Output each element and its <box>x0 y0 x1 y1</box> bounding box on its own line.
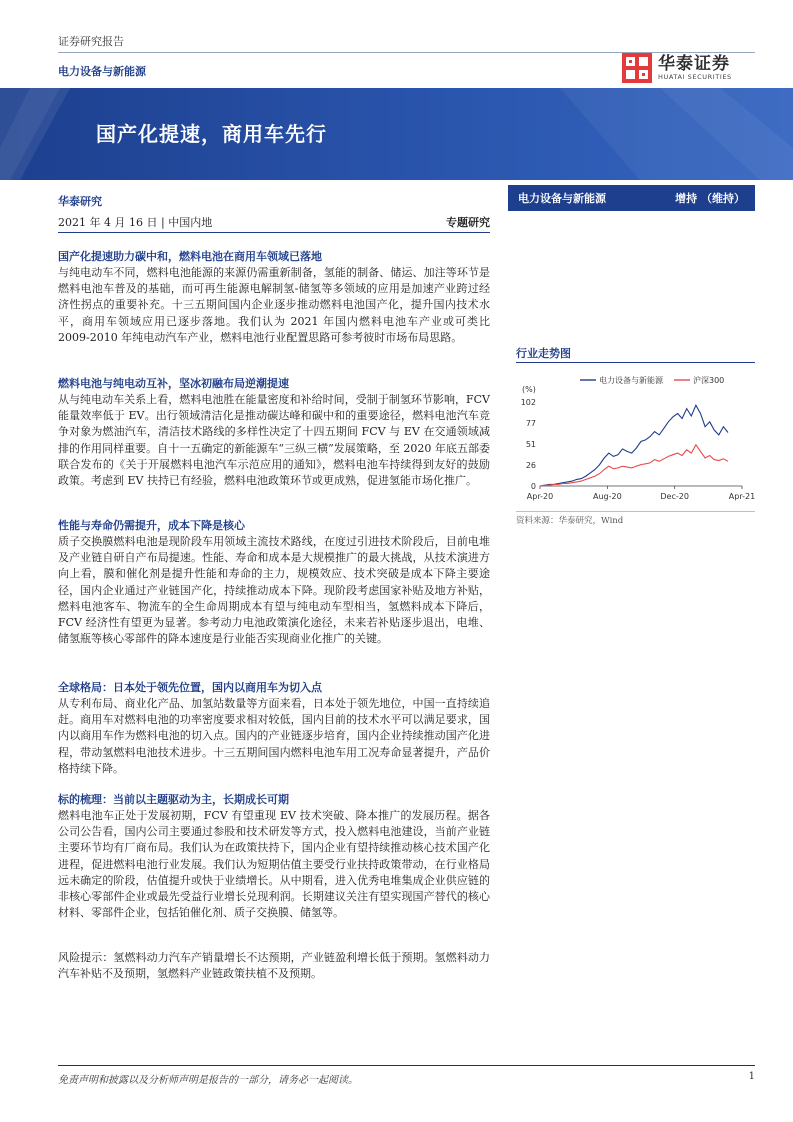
section-heading: 性能与寿命仍需提升，成本下降是核心 <box>58 519 245 532</box>
date-divider <box>58 232 490 233</box>
research-label: 华泰研究 <box>58 195 102 208</box>
section-2 <box>58 376 490 489</box>
section-body: 从专利布局、商业化产品、加氢站数量等方面来看，日本处于领先地位，中国一直持续追赶。商用车对燃料电池的功率密度要求相对较低，国内目前的技术水平可以满足要求，国内以商用车作为燃料电池的切入点。国内的产业链逐步培育，国内企业持续推动国产化进程，带动氢燃料电池技术进步。十三五期间国内燃料电池车用工况寿命显著提升，产品价格持续下降。 <box>58 697 490 775</box>
trend-divider <box>516 362 755 363</box>
source-divider <box>516 511 755 512</box>
y-tick-label: 26 <box>525 461 536 470</box>
logo-chinese-name: 华泰证券 <box>658 54 730 74</box>
section-4 <box>58 680 490 777</box>
page-number: 1 <box>748 1071 755 1082</box>
section-heading: 燃料电池与纯电动互补，坚冰初融布局逆潮提速 <box>58 377 289 390</box>
x-tick-label: Aug-20 <box>592 492 622 501</box>
trend-chart-svg <box>516 368 755 508</box>
document-type-label: 证券研究报告 <box>58 35 124 48</box>
x-tick-label: Dec-20 <box>660 492 689 501</box>
section-1 <box>58 249 490 346</box>
report-title: 国产化提速，商用车先行 <box>96 122 327 146</box>
rating-box <box>508 185 755 211</box>
report-region: 中国内地 <box>168 216 213 229</box>
legend-label: 沪深300 <box>693 376 725 385</box>
disclaimer-note: 免责声明和披露以及分析师声明是报告的一部分，请务必一起阅读。 <box>58 1075 358 1086</box>
huatai-logo <box>622 51 757 85</box>
y-tick-label: 77 <box>525 419 536 428</box>
section-body: 质子交换膜燃料电池是现阶段车用领域主流技术路线，在度过引进技术阶段后，目前电堆及产业链自研自产布局提速。性能、寿命和成本是大规模推广的最大挑战，从技术演进方向上看，膜和催化剂是提升性能和寿命的主力，规模效应、技术突破是成本下降主要途径，国内企业通过产业链国产化，持续推动成本下降。现阶段考虑国家补贴及地方补贴，燃料电池客车、物流车的全生命周期成本有望与纯电动车型相当，氢燃料成本下降后，FCV 经济性有望更为显著。参考动力电池政策演化途径，未来若补贴逐步退出，电堆、储氢瓶等核心零部件的降本速度是行业能否实现商业化推广的关键。 <box>58 535 490 646</box>
rating-sector: 电力设备与新能源 <box>518 192 606 205</box>
date-separator: | <box>160 216 165 229</box>
rating-value: 增持 （维持） <box>675 192 745 205</box>
x-tick-label: Apr-20 <box>526 492 554 501</box>
report-type: 专题研究 <box>446 216 490 229</box>
section-body: 燃料电池车正处于发展初期，FCV 有望重现 EV 技术突破、降本推广的发展历程。据各公司公告看，国内公司主要通过参股和技术研发等方式，投入燃料电池建设，当前产业链主要环节均有厂商布局。我们认为在政策扶持下，国内企业有望持续推动核心技术国产化进程，促进燃料电池行业发展。我们认为短期估值主要受行业扶持政策带动，在行业格局远未确定的阶段，估值提升或快于业绩增长。从中期看，进入优秀电堆集成企业供应链的非核心零部件企业或最先受益行业增长兑现利润。长期建议关注有望实现国产替代的核心材料、零部件企业，包括铂催化剂、质子交换膜、储氢等。 <box>58 809 490 920</box>
title-banner <box>0 88 793 180</box>
logo-english-name: HUATAI SECURITIES <box>658 73 732 81</box>
chart-source: 资料来源：华泰研究，Wind <box>516 516 624 526</box>
date-line <box>58 214 212 230</box>
section-heading: 全球格局：日本处于领先位置，国内以商用车为切入点 <box>58 681 322 694</box>
series-line-sector <box>540 405 728 486</box>
footer-divider <box>58 1065 755 1066</box>
chart-axes <box>521 398 755 501</box>
chart-legend <box>580 375 724 385</box>
section-body: 与纯电动车不同，燃料电池能源的来源仍需重新制备，氢能的制备、储运、加注等环节是燃料电池车普及的基础，而可再生能源电解制氢-储氢等多领域的应用是加速产业跨过经济性拐点的重要补充。十三五期间国内企业逐步推动燃料电池国产化，提升国内技术水平，商用车领域应用已逐步落地。我们认为 2021 年国内燃料电池车产业或可类比 2009-2010 年纯电动汽车产业，燃料电池行业配置思路可参考彼时市场布局思路。 <box>58 266 490 344</box>
trend-title: 行业走势图 <box>516 347 571 360</box>
sector-label: 电力设备与新能源 <box>58 65 146 78</box>
section-5 <box>58 792 490 921</box>
y-tick-label: 51 <box>525 440 536 449</box>
x-tick-label: Apr-21 <box>728 492 755 501</box>
section-heading: 国产化提速助力碳中和，燃料电池在商用车领域已落地 <box>58 250 322 263</box>
section-3 <box>58 518 490 647</box>
y-tick-label: 0 <box>530 482 536 491</box>
section-body: 从与纯电动车关系上看，燃料电池胜在能量密度和补给时间，受制于制氢环节影响，FCV 能量效率低于 EV。出行领域清洁化是推动碳达峰和碳中和的重要途径，燃料电池汽车竞争对象为燃油汽车，清洁技术路线的多样性决定了十四五期间 FCV 与 EV 在交通领域减排的作用同样重要。自十一五确定的新能源车“三纵三横”发展策略，至 2020 年底五部委联合发布的《关于开展燃料电池汽车示范应用的通知》，燃料电池车持续得到友好的鼓励政策。考虑到 EV 扶持已有经验，燃料电池政策环节或更成熟，促进氢能市场化推广。 <box>58 393 490 488</box>
risk-warning: 风险提示：氢燃料动力汽车产销量增长不达预期，产业链盈利增长低于预期。氢燃料动力汽车补贴不及预期，氢燃料产业链政策扶植不及预期。 <box>58 951 490 981</box>
huatai-logo-icon <box>622 53 652 83</box>
section-heading: 标的梳理：当前以主题驱动为主，长期成长可期 <box>58 793 289 806</box>
chart-series <box>540 405 728 486</box>
legend-label: 电力设备与新能源 <box>599 376 663 385</box>
risk-section <box>58 950 490 982</box>
report-date: 2021 年 4 月 16 日 <box>58 216 158 229</box>
chart-y-label: (%) <box>522 385 536 394</box>
y-tick-label: 102 <box>520 398 536 407</box>
trend-chart <box>516 368 755 508</box>
